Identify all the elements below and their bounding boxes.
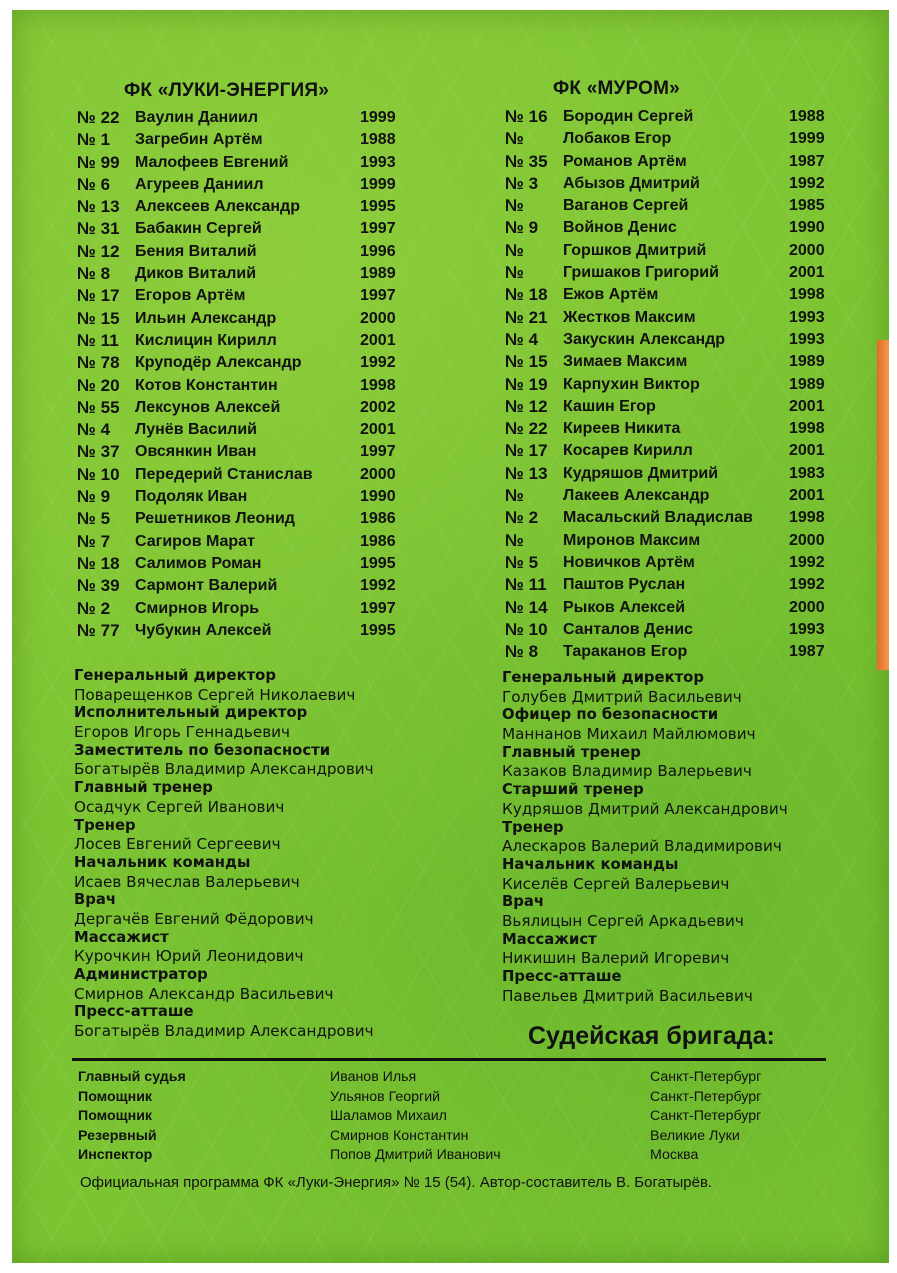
player-row xyxy=(77,553,407,575)
player-birth-year: 1998 xyxy=(789,509,825,527)
player-number: № 18 xyxy=(505,285,548,305)
player-name: Лобаков Егор xyxy=(563,130,672,148)
player-birth-year: 1989 xyxy=(789,353,825,371)
player-row xyxy=(77,263,407,285)
player-number: № 11 xyxy=(505,575,547,595)
staff-role: Пресс-атташе xyxy=(502,968,622,985)
player-number: № 17 xyxy=(77,286,120,306)
player-birth-year: 1983 xyxy=(789,464,825,482)
player-number: № 99 xyxy=(77,152,120,172)
player-name: Лакеев Александр xyxy=(563,487,710,505)
player-row xyxy=(505,440,835,462)
staff-role: Главный тренер xyxy=(502,743,641,761)
player-number: № 4 xyxy=(505,329,539,349)
player-row xyxy=(77,152,407,174)
player-birth-year: 2001 xyxy=(360,331,396,349)
referee-name: Смирнов Константин xyxy=(330,1127,469,1144)
player-row xyxy=(77,464,407,486)
player-number: № 2 xyxy=(505,508,539,528)
player-name: Решетников Леонид xyxy=(135,510,295,528)
player-row xyxy=(505,485,835,507)
player-number: № 22 xyxy=(77,108,120,127)
player-birth-year: 1986 xyxy=(360,510,396,528)
player-birth-year: 1995 xyxy=(360,621,396,639)
player-birth-year: 2000 xyxy=(789,531,825,549)
player-row xyxy=(505,307,835,329)
staff-role: Заместитель по безопасности xyxy=(74,741,331,759)
player-birth-year: 1999 xyxy=(789,130,825,148)
staff-person: Богатырёв Владимир Александрович xyxy=(74,760,374,779)
player-number: № 78 xyxy=(77,353,120,373)
referee-role: Резервный xyxy=(78,1127,157,1144)
player-row xyxy=(77,308,407,330)
player-row xyxy=(77,107,407,129)
player-birth-year: 2000 xyxy=(789,598,825,616)
player-row xyxy=(505,418,835,440)
staff-person: Никишин Валерий Игоревич xyxy=(502,949,730,968)
player-birth-year: 1997 xyxy=(360,443,396,461)
staff-role: Массажист xyxy=(74,928,169,946)
player-name: Овсянкин Иван xyxy=(135,443,257,461)
staff-person: Алескаров Валерий Владимирович xyxy=(502,837,782,856)
player-name: Сагиров Марат xyxy=(135,532,255,550)
referee-city: Санкт-Петербург xyxy=(650,1069,762,1085)
player-birth-year: 1999 xyxy=(360,175,396,193)
player-row xyxy=(77,531,407,553)
player-birth-year: 1998 xyxy=(789,286,825,304)
staff-role: Тренер xyxy=(74,816,136,834)
player-number: № 11 xyxy=(77,330,119,350)
player-number: № 35 xyxy=(505,151,548,171)
staff-person: Курочкин Юрий Леонидович xyxy=(74,947,304,966)
player-birth-year: 1990 xyxy=(360,488,396,506)
player-birth-year: 1992 xyxy=(360,577,396,595)
player-birth-year: 2000 xyxy=(360,465,396,483)
referee-name: Шаламов Михаил xyxy=(330,1108,447,1124)
player-birth-year: 1992 xyxy=(360,354,396,372)
player-number: № 7 xyxy=(77,531,111,551)
player-row xyxy=(505,351,835,373)
away-staff-list xyxy=(502,669,788,1005)
player-row xyxy=(505,396,835,418)
home-staff-list xyxy=(74,667,374,1041)
player-row xyxy=(505,597,835,619)
staff-person: Лосев Евгений Сергеевич xyxy=(74,835,281,854)
staff-role: Начальник команды xyxy=(502,855,679,873)
player-name: Тараканов Егор xyxy=(563,643,688,661)
player-birth-year: 1986 xyxy=(360,532,396,550)
player-name: Ежов Артём xyxy=(563,286,659,304)
player-row xyxy=(77,352,407,374)
player-number: № 15 xyxy=(77,308,120,328)
player-name: Бабакин Сергей xyxy=(135,220,262,238)
player-name: Кислицин Кирилл xyxy=(135,331,277,349)
player-row xyxy=(505,284,835,306)
player-birth-year: 1989 xyxy=(360,265,396,283)
player-birth-year: 1993 xyxy=(789,620,825,638)
player-name: Косарев Кирилл xyxy=(563,442,693,460)
player-birth-year: 1992 xyxy=(789,174,825,192)
player-birth-year: 2001 xyxy=(789,487,825,505)
player-number: № 10 xyxy=(77,464,120,484)
player-number: № 13 xyxy=(505,463,548,483)
player-name: Бородин Сергей xyxy=(563,108,694,125)
player-row xyxy=(77,218,407,240)
player-number: № 31 xyxy=(77,219,120,239)
player-row xyxy=(505,329,835,351)
player-name: Гришаков Григорий xyxy=(563,264,719,282)
player-birth-year: 1995 xyxy=(360,554,396,572)
away-roster xyxy=(505,106,835,663)
staff-person: Казаков Владимир Валерьевич xyxy=(502,762,752,781)
player-birth-year: 2001 xyxy=(789,397,825,415)
player-name: Ваулин Даниил xyxy=(135,109,259,126)
player-number: № 39 xyxy=(77,576,120,596)
staff-person: Кудряшов Дмитрий Александрович xyxy=(502,799,788,818)
player-birth-year: 1988 xyxy=(789,108,825,125)
player-birth-year: 1993 xyxy=(789,330,825,348)
player-name: Жестков Максим xyxy=(563,308,696,326)
staff-person: Вьялицын Сергей Аркадьевич xyxy=(502,911,744,930)
staff-person: Дергачёв Евгений Фёдорович xyxy=(74,909,314,928)
player-name: Подоляк Иван xyxy=(135,488,248,506)
player-number: № 12 xyxy=(77,241,120,261)
player-birth-year: 1989 xyxy=(789,375,825,393)
player-number: № xyxy=(505,486,524,506)
player-number: № 4 xyxy=(77,420,111,440)
player-name: Котов Константин xyxy=(135,376,278,394)
player-name: Лунёв Василий xyxy=(135,421,257,439)
player-row xyxy=(505,507,835,529)
player-row xyxy=(505,463,835,485)
referee-name: Иванов Илья xyxy=(330,1069,417,1085)
player-row xyxy=(505,128,835,150)
staff-role: Тренер xyxy=(502,818,564,836)
player-name: Салимов Роман xyxy=(135,554,262,572)
player-number: № xyxy=(505,263,524,283)
player-row xyxy=(505,574,835,596)
staff-role: Пресс-атташе xyxy=(74,1003,194,1021)
staff-person: Исаев Вячеслав Валерьевич xyxy=(74,872,300,891)
orange-edge-strip xyxy=(877,340,889,670)
player-name: Горшков Дмитрий xyxy=(563,241,707,259)
player-number: № 9 xyxy=(77,487,111,507)
staff-role: Врач xyxy=(74,891,117,909)
staff-role: Врач xyxy=(502,893,545,911)
staff-person: Павельев Дмитрий Васильевич xyxy=(502,986,753,1005)
player-number: № 21 xyxy=(505,307,548,327)
player-number: № 8 xyxy=(77,264,111,284)
player-row xyxy=(77,129,407,151)
player-number: № 5 xyxy=(77,509,111,529)
player-row xyxy=(77,441,407,463)
player-row xyxy=(505,262,835,284)
player-name: Паштов Руслан xyxy=(563,576,686,594)
player-number: № xyxy=(505,240,524,260)
player-birth-year: 1998 xyxy=(789,420,825,438)
player-row xyxy=(77,330,407,352)
player-row xyxy=(77,598,407,620)
player-birth-year: 1995 xyxy=(360,198,396,216)
player-name: Алексеев Александр xyxy=(135,198,300,216)
player-row xyxy=(77,241,407,263)
player-row xyxy=(77,575,407,597)
player-row xyxy=(505,240,835,262)
staff-role: Исполнительный директор xyxy=(74,704,308,722)
staff-role: Администратор xyxy=(74,966,208,983)
player-number: № 9 xyxy=(505,218,539,238)
player-birth-year: 1987 xyxy=(789,152,825,170)
staff-person: Егоров Игорь Геннадьевич xyxy=(74,723,290,742)
referee-row xyxy=(78,1127,798,1147)
staff-role: Генеральный директор xyxy=(502,669,704,686)
player-number: № 5 xyxy=(505,552,539,572)
player-name: Ильин Александр xyxy=(135,309,277,327)
referee-row xyxy=(78,1107,798,1127)
player-name: Малофеев Евгений xyxy=(135,153,289,171)
player-name: Войнов Денис xyxy=(563,219,677,237)
player-birth-year: 2000 xyxy=(789,241,825,259)
player-birth-year: 2001 xyxy=(789,264,825,282)
player-number: № 2 xyxy=(77,598,111,618)
staff-person: Маннанов Михаил Майлюмович xyxy=(502,725,756,744)
referee-city: Великие Луки xyxy=(650,1127,740,1144)
player-number: № 37 xyxy=(77,442,120,462)
player-row xyxy=(505,106,835,128)
staff-person: Киселёв Сергей Валерьевич xyxy=(502,874,730,893)
player-name: Романов Артём xyxy=(563,152,687,170)
player-number: № 77 xyxy=(77,620,120,640)
player-name: Чубукин Алексей xyxy=(135,621,272,639)
referee-row xyxy=(78,1068,798,1088)
player-number: № 6 xyxy=(77,174,111,194)
player-name: Диков Виталий xyxy=(135,265,257,283)
player-number: № 16 xyxy=(505,107,548,126)
player-name: Кудряшов Дмитрий xyxy=(563,464,719,482)
player-birth-year: 1997 xyxy=(360,220,396,238)
player-number: № 3 xyxy=(505,173,539,193)
player-name: Закускин Александр xyxy=(563,330,726,348)
player-birth-year: 1996 xyxy=(360,242,396,260)
referee-row xyxy=(78,1146,798,1166)
player-birth-year: 1985 xyxy=(789,197,825,215)
player-name: Агуреев Даниил xyxy=(135,175,264,193)
player-row xyxy=(505,530,835,552)
player-number: № 15 xyxy=(505,352,548,372)
player-name: Смирнов Игорь xyxy=(135,599,260,617)
player-name: Киреев Никита xyxy=(563,420,681,438)
referees-title: Судейская бригада: xyxy=(528,1022,775,1050)
player-number: № 19 xyxy=(505,374,548,394)
player-row xyxy=(77,375,407,397)
player-number: № 17 xyxy=(505,441,548,461)
player-name: Зимаев Максим xyxy=(563,353,688,371)
player-birth-year: 1997 xyxy=(360,287,396,305)
player-name: Абызов Дмитрий xyxy=(563,174,700,192)
player-birth-year: 1988 xyxy=(360,131,396,149)
player-row xyxy=(77,285,407,307)
referee-city: Москва xyxy=(650,1147,699,1163)
player-number: № 10 xyxy=(505,619,548,639)
player-row xyxy=(77,174,407,196)
staff-role: Главный тренер xyxy=(74,779,213,797)
player-name: Масальский Владислав xyxy=(563,509,753,527)
player-row xyxy=(505,151,835,173)
home-roster xyxy=(77,107,407,642)
player-birth-year: 2000 xyxy=(360,309,396,327)
player-row xyxy=(505,619,835,641)
player-row xyxy=(77,620,407,642)
staff-person: Поварещенков Сергей Николаевич xyxy=(74,685,356,704)
referee-city: Санкт-Петербург xyxy=(650,1108,762,1124)
player-number: № 8 xyxy=(505,642,539,662)
referee-role: Помощник xyxy=(78,1088,153,1105)
player-number: № 55 xyxy=(77,397,120,417)
staff-role: Генеральный директор xyxy=(74,667,276,684)
player-birth-year: 1998 xyxy=(360,376,396,394)
player-birth-year: 1999 xyxy=(360,109,396,126)
player-name: Круподёр Александр xyxy=(135,354,302,372)
player-name: Новичков Артём xyxy=(563,553,695,571)
player-row xyxy=(77,419,407,441)
player-name: Сармонт Валерий xyxy=(135,577,278,595)
player-name: Кашин Егор xyxy=(563,397,656,415)
player-birth-year: 2002 xyxy=(360,398,396,416)
player-birth-year: 1992 xyxy=(789,553,825,571)
player-number: № 12 xyxy=(505,396,548,416)
player-birth-year: 1990 xyxy=(789,219,825,237)
player-name: Загребин Артём xyxy=(135,131,263,149)
player-row xyxy=(77,196,407,218)
player-birth-year: 1993 xyxy=(789,308,825,326)
referee-role: Помощник xyxy=(78,1108,153,1124)
referees-table xyxy=(78,1068,798,1166)
player-row xyxy=(77,397,407,419)
player-number: № 13 xyxy=(77,197,120,217)
player-name: Передерий Станислав xyxy=(135,465,313,483)
footer-note: Официальная программа ФК «Луки-Энергия» № 15 (54). Автор-составитель В. Богатырёв. xyxy=(80,1174,713,1191)
player-number: № xyxy=(505,530,524,550)
referee-role: Главный судья xyxy=(78,1069,186,1085)
player-name: Бения Виталий xyxy=(135,242,257,260)
player-number: № 1 xyxy=(77,130,111,150)
staff-person: Богатырёв Владимир Александрович xyxy=(74,1022,374,1041)
divider-line xyxy=(72,1058,826,1061)
player-row xyxy=(505,217,835,239)
player-number: № 22 xyxy=(505,419,548,439)
player-name: Карпухин Виктор xyxy=(563,375,700,393)
player-name: Миронов Максим xyxy=(563,531,701,549)
staff-person: Голубев Дмитрий Васильевич xyxy=(502,687,742,706)
staff-person: Смирнов Александр Васильевич xyxy=(74,984,334,1003)
player-name: Лексунов Алексей xyxy=(135,398,281,416)
player-row xyxy=(77,486,407,508)
player-birth-year: 2001 xyxy=(789,442,825,460)
staff-role: Старший тренер xyxy=(502,781,644,799)
referee-row xyxy=(78,1088,798,1108)
staff-role: Офицер по безопасности xyxy=(502,706,719,724)
player-birth-year: 1992 xyxy=(789,576,825,594)
staff-person: Осадчук Сергей Иванович xyxy=(74,797,285,816)
player-name: Рыков Алексей xyxy=(563,598,686,616)
referee-role: Инспектор xyxy=(78,1147,153,1163)
player-row xyxy=(505,195,835,217)
player-number: № 14 xyxy=(505,597,548,617)
staff-role: Начальник команды xyxy=(74,853,251,871)
away-team-title: ФК «МУРОМ» xyxy=(553,78,680,99)
staff-role: Массажист xyxy=(502,930,597,948)
player-row xyxy=(505,173,835,195)
referee-city: Санкт-Петербург xyxy=(650,1088,762,1105)
player-number: № 20 xyxy=(77,375,120,395)
player-row xyxy=(505,374,835,396)
player-number: № xyxy=(505,129,524,149)
player-row xyxy=(505,641,835,663)
player-number: № xyxy=(505,196,524,216)
home-team-title: ФК «ЛУКИ-ЭНЕРГИЯ» xyxy=(124,80,330,101)
player-number: № 18 xyxy=(77,553,120,573)
player-row xyxy=(505,552,835,574)
referee-name: Ульянов Георгий xyxy=(330,1088,441,1105)
player-birth-year: 1993 xyxy=(360,153,396,171)
referee-name: Попов Дмитрий Иванович xyxy=(330,1147,501,1163)
player-name: Санталов Денис xyxy=(563,620,693,638)
player-birth-year: 1987 xyxy=(789,643,825,661)
player-name: Ваганов Сергей xyxy=(563,197,689,215)
player-name: Егоров Артём xyxy=(135,287,246,305)
player-birth-year: 1997 xyxy=(360,599,396,617)
player-birth-year: 2001 xyxy=(360,421,396,439)
player-row xyxy=(77,508,407,530)
